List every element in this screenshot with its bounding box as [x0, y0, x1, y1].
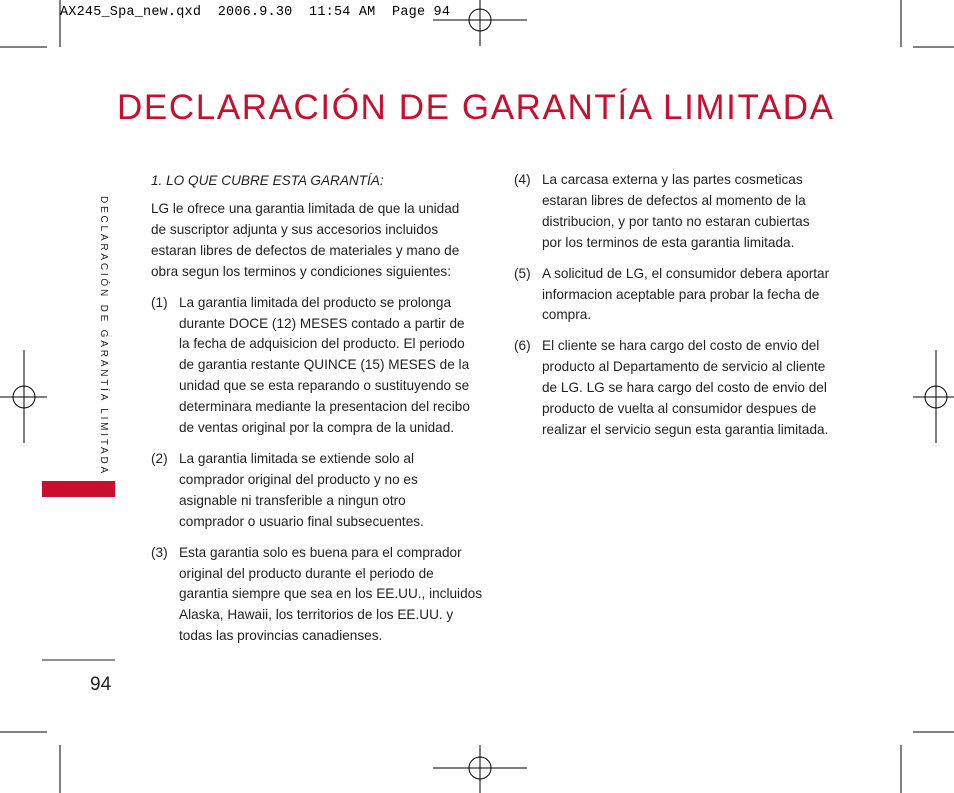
intro-line: obra segun los terminos y condiciones siguientes: — [151, 263, 451, 279]
item-line: informacion aceptable para probar la fecha de — [542, 286, 820, 302]
registration-target-icon — [433, 0, 527, 46]
item-line: estaran libres de defectos al momento de la — [542, 192, 806, 208]
item-line: de ventas original por la compra de la unidad. — [179, 420, 455, 436]
item-text — [179, 293, 481, 439]
item-text — [179, 449, 481, 533]
item-line: producto al Departamento de servicio al cliente — [542, 359, 826, 375]
item-line: todas las provincias canadienses. — [179, 628, 383, 644]
item-line: La garantia limitada se extiende solo al — [179, 450, 415, 466]
list-item — [514, 170, 844, 254]
intro-line: LG le ofrece una garantia limitada de que la unidad — [151, 201, 460, 216]
item-line: unidad que se esta reparando o sustituyendo se — [179, 378, 470, 394]
item-line: producto de vuelta al consumidor despues de — [542, 401, 817, 417]
item-text — [542, 336, 844, 441]
list-item — [514, 336, 844, 441]
item-line: durante DOCE (12) MESES contado a partir de — [179, 315, 465, 331]
item-line: comprador o usuario final subsecuentes. — [179, 513, 424, 529]
item-number: (6) — [514, 338, 531, 354]
item-text — [542, 264, 844, 327]
item-number: (2) — [151, 450, 168, 466]
registration-target-icon — [913, 350, 954, 443]
item-line: original del producto durante el periodo de — [179, 565, 434, 581]
item-number: (5) — [514, 265, 531, 281]
item-line: comprador original del producto y no es — [179, 471, 418, 487]
side-color-tab — [42, 481, 115, 497]
page-number: 94 — [90, 674, 112, 695]
item-number: (4) — [514, 172, 531, 187]
list-item — [151, 293, 481, 439]
item-line: La garantia limitada del producto se prolonga — [179, 294, 452, 310]
item-number: (3) — [151, 544, 168, 560]
intro-paragraph — [151, 199, 481, 283]
item-line: la fecha de adquisicion del producto. El periodo — [179, 336, 465, 352]
item-line: de LG. LG se hara cargo del costo de envio del — [542, 380, 827, 396]
item-line: compra. — [542, 307, 592, 323]
right-column — [514, 170, 844, 451]
item-line: Esta garantia solo es buena para el comprador — [179, 544, 462, 560]
item-text — [179, 543, 482, 648]
registration-target-icon — [0, 350, 47, 443]
item-line: Alaska, Hawaii, los territorios de los EE.UU. y — [179, 607, 454, 623]
item-line: determinara mediante la presentacion del recibo — [179, 399, 470, 415]
left-column — [151, 170, 481, 657]
intro-line: estaran libres de defectos de materiales y mano de — [151, 242, 460, 258]
list-item — [151, 449, 481, 533]
item-line: La carcasa externa y las partes cosmeticas — [542, 172, 803, 187]
item-line: por los terminos de esta garantia limitada. — [542, 234, 795, 250]
item-line: A solicitud de LG, el consumidor debera aportar — [542, 265, 830, 281]
item-line: distribucion, y por tanto no estaran cubiertas — [542, 213, 810, 229]
item-number: (1) — [151, 294, 168, 310]
side-section-label: DECLARACIÓN DE GARANTÍA LIMITADA — [98, 196, 109, 477]
item-line: garantia siempre que sea en los EE.UU., incluidos — [179, 586, 482, 602]
intro-line: de suscriptor adjunta y sus accesorios incluidos — [151, 221, 439, 237]
item-text — [542, 170, 844, 254]
item-line: asignable ni transferible a ningun otro — [179, 492, 406, 508]
item-line: El cliente se hara cargo del costo de envio del — [542, 338, 820, 354]
item-line: realizar el servicio segun esta garantia limitada. — [542, 421, 829, 437]
print-slug: AX245_Spa_new.qxd 2006.9.30 11:54 AM Page 94 — [60, 5, 451, 20]
list-item — [151, 543, 481, 648]
item-line: de garantia restante QUINCE (15) MESES de la — [179, 357, 470, 373]
list-item — [514, 264, 844, 327]
page-title: DECLARACIÓN DE GARANTÍA LIMITADA — [117, 88, 835, 127]
registration-target-icon — [433, 745, 527, 793]
section-heading: 1. LO QUE CUBRE ESTA GARANTÍA: — [151, 173, 384, 188]
